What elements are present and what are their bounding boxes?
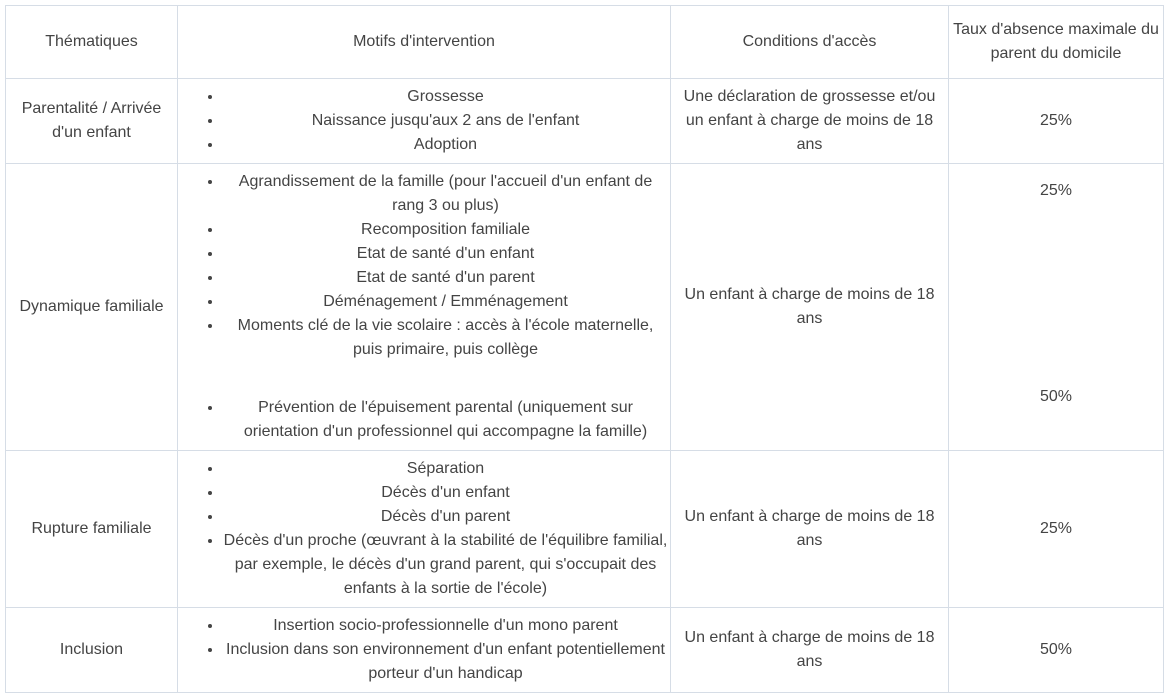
motifs-cell: [178, 164, 671, 451]
list-item: • Séparation: [223, 457, 668, 481]
taux-cell: 25%: [949, 79, 1164, 164]
taux-cell: 50%: [949, 608, 1164, 693]
table-row: [6, 79, 1164, 164]
list-item: • Prévention de l'épuisement parental (uniquement sur orientation d'un professionnel qui accompagne la famille): [223, 396, 668, 444]
thematique-cell: Parentalité / Arrivée d'un enfant: [6, 79, 178, 164]
list-item: • Grossesse: [223, 85, 668, 109]
table-row: [6, 164, 1164, 451]
list-item: • Naissance jusqu'aux 2 ans de l'enfant: [223, 109, 668, 133]
intervention-table: [5, 5, 1164, 693]
list-item: • Moments clé de la vie scolaire : accès à l'école maternelle, puis primaire, puis collège: [223, 314, 668, 362]
taux-cell: 25%: [949, 451, 1164, 608]
list-item: • Décès d'un parent: [223, 505, 668, 529]
header-motifs: Motifs d'intervention: [178, 6, 671, 79]
list-item: • Recomposition familiale: [223, 218, 668, 242]
table-header-row: [6, 6, 1164, 79]
thematique-cell: Dynamique familiale: [6, 164, 178, 451]
list-item: • Décès d'un enfant: [223, 481, 668, 505]
motifs-list: [180, 614, 668, 686]
motifs-cell: [178, 451, 671, 608]
table-row: [6, 608, 1164, 693]
motifs-cell: [178, 608, 671, 693]
taux-split: [951, 175, 1161, 439]
taux-value-a: 25%: [1039, 182, 1073, 199]
list-item: • Décès d'un proche (œuvrant à la stabilité de l'équilibre familial, par exemple, le décès d'un grand parent, qui s'occupait des enfants à la sortie de l'école): [223, 529, 668, 601]
header-taux: Taux d'absence maximale du parent du domicile: [949, 6, 1164, 79]
motifs-list: [180, 85, 668, 157]
condition-cell: Un enfant à charge de moins de 18 ans: [671, 164, 949, 451]
header-conditions: Conditions d'accès: [671, 6, 949, 79]
list-item: • Agrandissement de la famille (pour l'accueil d'un enfant de rang 3 ou plus): [223, 170, 668, 218]
condition-cell: Une déclaration de grossesse et/ou un enfant à charge de moins de 18 ans: [671, 79, 949, 164]
list-item: • Adoption: [223, 133, 668, 157]
condition-cell: Un enfant à charge de moins de 18 ans: [671, 451, 949, 608]
motifs-cell: [178, 79, 671, 164]
condition-cell: Un enfant à charge de moins de 18 ans: [671, 608, 949, 693]
taux-cell: [949, 164, 1164, 451]
list-item: • Etat de santé d'un parent: [223, 266, 668, 290]
motifs-list: [180, 170, 668, 444]
thematique-cell: Rupture familiale: [6, 451, 178, 608]
list-item: • Inclusion dans son environnement d'un enfant potentiellement porteur d'un handicap: [223, 638, 668, 686]
list-item: • Déménagement / Emménagement: [223, 290, 668, 314]
list-item: • Insertion socio-professionnelle d'un mono parent: [223, 614, 668, 638]
thematique-cell: Inclusion: [6, 608, 178, 693]
motifs-list: [180, 457, 668, 601]
list-item: • Etat de santé d'un enfant: [223, 242, 668, 266]
header-thematiques: Thématiques: [6, 6, 178, 79]
table-row: [6, 451, 1164, 608]
taux-value-b: 50%: [1039, 388, 1073, 405]
